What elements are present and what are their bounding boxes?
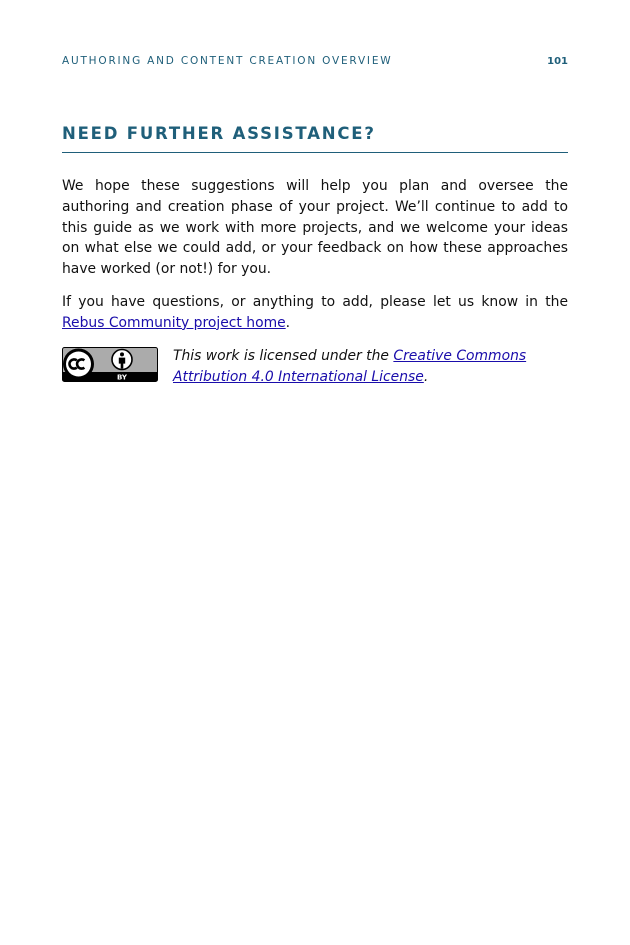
contact-text-end: . xyxy=(285,314,291,331)
cc-license-link[interactable]: Creative Commons Attribution 4.0 International License xyxy=(173,348,527,385)
page xyxy=(62,0,568,945)
license-statement xyxy=(173,346,568,388)
running-header xyxy=(62,55,568,67)
cc-by-license-icon[interactable] xyxy=(62,347,158,382)
contact-paragraph xyxy=(62,292,568,334)
page-number: 101 xyxy=(547,56,568,67)
rebus-community-link[interactable]: Rebus Community project home xyxy=(62,314,286,331)
section-title: NEED FURTHER ASSISTANCE? xyxy=(62,124,568,153)
license-text: This work is licensed under the xyxy=(173,348,394,364)
license-text-end: . xyxy=(423,368,429,385)
contact-text: If you have questions, or anything to add, please let us know in the xyxy=(62,294,568,310)
intro-paragraph: We hope these suggestions will help you plan and oversee the authoring and creation phase of your project. We’ll continue to add to this guide as we work with more projects, and we welcome your ideas on what else we could add, or your feedback on how these approaches have worked (or not!) for you. xyxy=(62,178,568,278)
running-title: AUTHORING AND CONTENT CREATION OVERVIEW xyxy=(62,55,393,67)
cc-badge-label: BY xyxy=(116,373,128,382)
license-block xyxy=(62,346,568,390)
